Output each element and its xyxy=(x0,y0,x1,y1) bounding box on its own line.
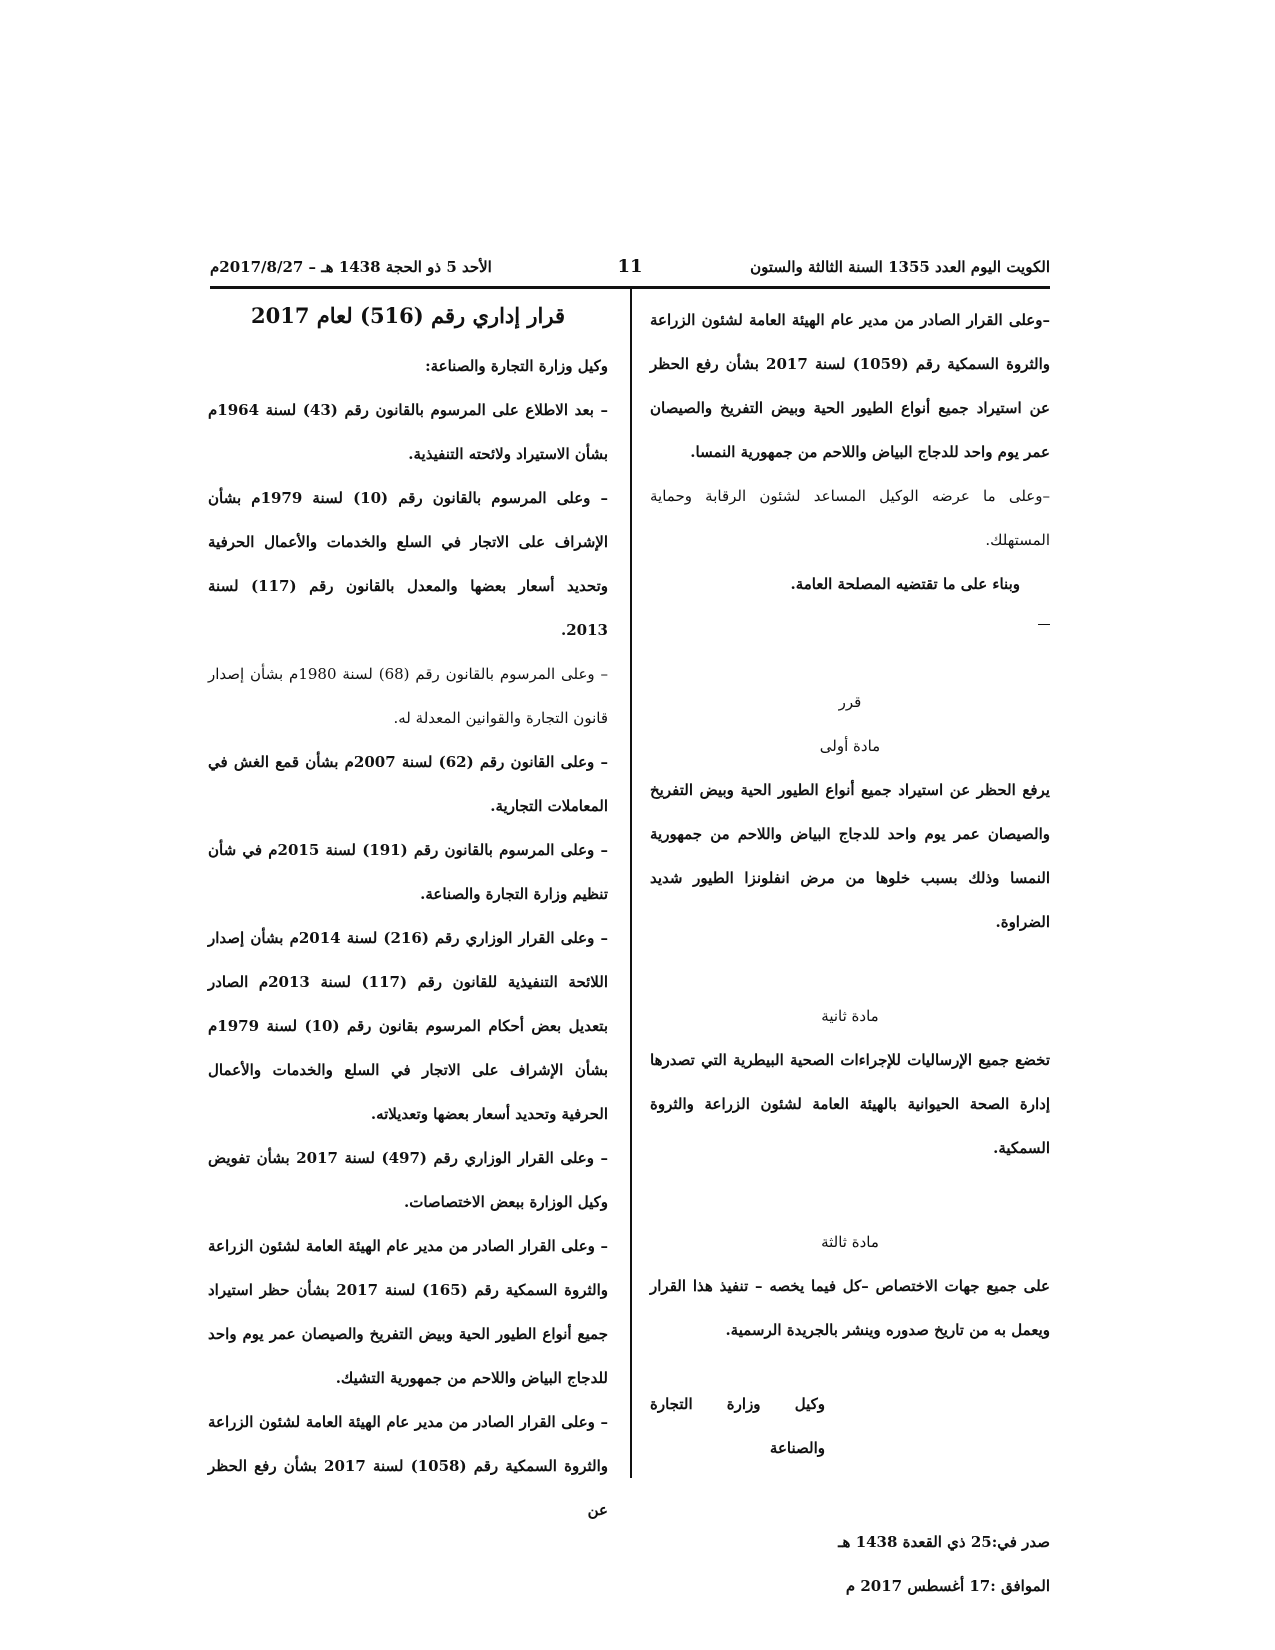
recital-paragraph: وبناء على ما تقتضيه المصلحة العامة. xyxy=(790,575,1020,593)
left-column xyxy=(208,298,608,1532)
gazette-issue-info: الكويت اليوم العدد 1355 السنة الثالثة والستون xyxy=(750,258,1050,276)
signature-title: وكيل وزارة التجارة والصناعة xyxy=(650,1395,825,1457)
decision-title: قرار إداري رقم (516) لعام 2017 xyxy=(250,303,566,328)
page-header xyxy=(210,258,1050,282)
issue-date: الأحد 5 ذو الحجة 1438 هـ – 2017/8/27م xyxy=(210,258,492,276)
recital-paragraph: – وعلى القرار الصادر من مدير عام الهيئة العامة لشئون الزراعة والثروة السمكية رقم (165) لسنة 2017 بشأن حظر استيراد جميع أنواع الطيور الحية وبيض التفريخ والصيصان عمر يوم واحد للدجاج البياض واللاحم من جمهورية التشيك. xyxy=(208,1237,608,1387)
column-divider xyxy=(630,289,632,1478)
recital-paragraph: – وعلى القرار الصادر من مدير عام الهيئة العامة لشئون الزراعة والثروة السمكية رقم (1058) لسنة 2017 بشأن رفع الحظر عن xyxy=(208,1413,608,1519)
recital-paragraph: – وعلى القرار الوزاري رقم (497) لسنة 2017 بشأن تفويض وكيل الوزارة ببعض الاختصاصات. xyxy=(208,1149,608,1211)
recital-paragraph: – وعلى المرسوم بالقانون رقم (191) لسنة 2015م في شأن تنظيم وزارة التجارة والصناعة. xyxy=(208,841,609,903)
issuer-line: وكيل وزارة التجارة والصناعة: xyxy=(425,357,608,375)
recital-paragraph: –وعلى القرار الصادر من مدير عام الهيئة العامة لشئون الزراعة والثروة السمكية رقم (1059) لسنة 2017 بشأن رفع الحظر عن استيراد جميع أنواع الطيور الحية وبيض التفريخ والصيصان عمر يوم واحد للدجاج البياض واللاحم من جمهورية النمسا. xyxy=(650,311,1050,461)
right-column xyxy=(650,298,1050,1608)
article-text: على جميع جهات الاختصاص –كل فيما يخصه – تنفيذ هذا القرار ويعمل به من تاريخ صدوره وينشر بالجريدة الرسمية. xyxy=(650,1277,1050,1339)
page-number: 11 xyxy=(617,256,643,277)
article-heading: مادة ثانية xyxy=(821,1007,879,1025)
recital-paragraph: – وعلى القانون رقم (62) لسنة 2007م بشأن قمع الغش في المعاملات التجارية. xyxy=(208,753,608,815)
article-text: تخضع جميع الإرساليات للإجراءات الصحية البيطرية التي تصدرها إدارة الصحة الحيوانية بالهيئة العامة لشئون الزراعة والثروة السمكية. xyxy=(650,1051,1050,1157)
recital-paragraph: – وعلى المرسوم بالقانون رقم (10) لسنة 1979م بشأن الإشراف على الاتجار في السلع والخدمات والأعمال الحرفية وتحديد أسعار بعضها والمعدل بالقانون رقم (117) لسنة 2013. xyxy=(208,489,609,639)
recital-paragraph: – وعلى القرار الوزاري رقم (216) لسنة 2014م بشأن إصدار اللائحة التنفيذية للقانون رقم (117) لسنة 2013م الصادر بتعديل بعض أحكام المرسوم بقانون رقم (10) لسنة 1979م بشأن الإشراف على الاتجار في السلع والخدمات والأعمال الحرفية وتحديد أسعار بعضها وتعديلاته. xyxy=(208,929,609,1123)
article-heading: مادة أولى xyxy=(819,737,881,755)
recital-paragraph: –وعلى ما عرضه الوكيل المساعد لشئون الرقابة وحماية المستهلك. xyxy=(650,487,1050,549)
separator-dash xyxy=(650,606,1050,650)
issue-date-hijri: صدر في:25 ذي القعدة 1438 هـ xyxy=(838,1533,1050,1551)
decision-heading: قرر xyxy=(838,693,862,711)
issue-date-gregorian: الموافق :17 أغسطس 2017 م xyxy=(845,1577,1050,1595)
article-text: يرفع الحظر عن استيراد جميع أنواع الطيور الحية وبيض التفريخ والصيصان عمر يوم واحد للدجاج البياض واللاحم من جمهورية النمسا وذلك بسبب خلوها من مرض انفلونزا الطيور شديد الضراوة. xyxy=(650,781,1050,931)
article-heading: مادة ثالثة xyxy=(821,1233,879,1251)
recital-paragraph: – بعد الاطلاع على المرسوم بالقانون رقم (43) لسنة 1964م بشأن الاستيراد ولائحته التنفيذية. xyxy=(208,401,608,463)
recital-paragraph: – وعلى المرسوم بالقانون رقم (68) لسنة 1980م بشأن إصدار قانون التجارة والقوانين المعدلة له. xyxy=(208,665,608,727)
